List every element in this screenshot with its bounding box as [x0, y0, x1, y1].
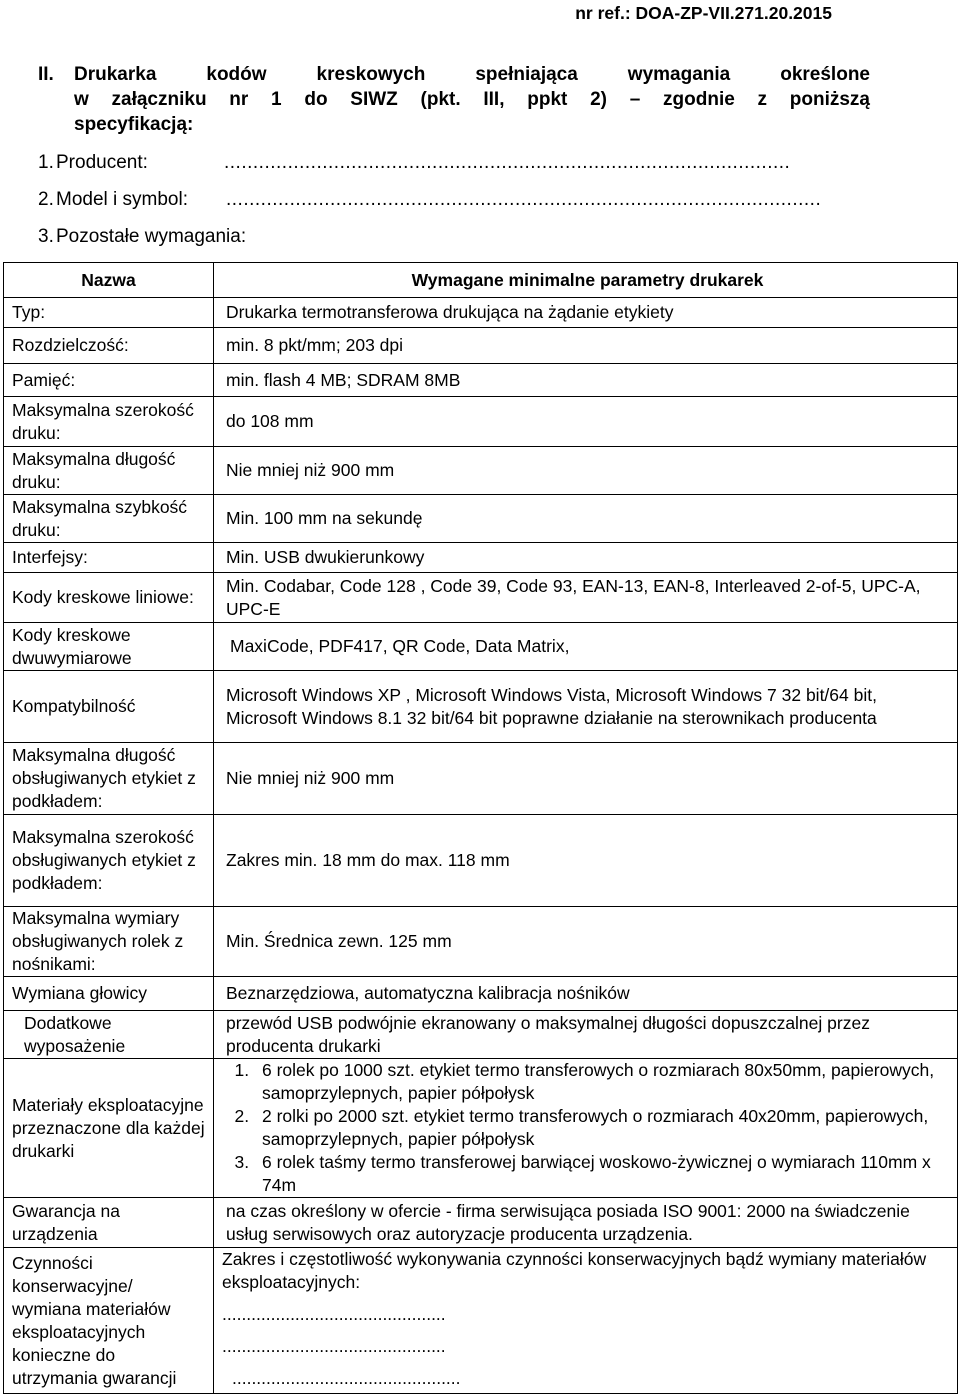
table-row: Typ: Drukarka termotransferowa drukująca na żądanie etykiety — [4, 298, 958, 328]
table-row: Rozdzielczość: min. 8 pkt/mm; 203 dpi — [4, 328, 958, 364]
section-title-line-1: Drukarka kodów kreskowych spełniająca wymagania określone — [74, 64, 870, 85]
maintenance-blank-2[interactable]: .............................................. — [222, 1336, 446, 1356]
consumables-list — [216, 1059, 949, 1197]
table-header-row — [4, 263, 958, 298]
table-row: Kompatybilność Microsoft Windows XP , Microsoft Windows Vista, Microsoft Windows 7 32 bit/64 bit, Microsoft Windows 8.1 32 bit/64 bit poprawne działanie na sterownikach producenta — [4, 671, 958, 743]
field-other-requirements: 3. Pozostałe wymagania: — [38, 226, 247, 247]
maintenance-blank-3[interactable]: ............................................... — [232, 1368, 461, 1388]
field-model-blank[interactable]: ....................................................................................................... — [226, 189, 822, 210]
header-name: Nazwa — [4, 263, 214, 298]
spec-table — [3, 262, 958, 1394]
section-heading — [38, 62, 870, 137]
table-row: Maksymalna wymiary obsługiwanych rolek z nośnikami: Min. Średnica zewn. 125 mm — [4, 907, 958, 977]
table-row: Maksymalna szerokość obsługiwanych etykiet z podkładem: Zakres min. 18 mm do max. 118 mm — [4, 815, 958, 907]
field-producer-blank[interactable]: .................................................................................................. — [224, 152, 791, 173]
maintenance-blank-1[interactable]: .............................................. — [222, 1304, 446, 1324]
maintenance-text: Zakres i częstotliwość wykonywania czynności konserwacyjnych bądź wymiany materiałów eksploatacyjnych: — [222, 1249, 927, 1292]
field-other-label: Pozostałe wymagania: — [56, 226, 247, 247]
table-row: Maksymalna szerokość druku: do 108 mm — [4, 397, 958, 447]
table-row: Pamięć: min. flash 4 MB; SDRAM 8MB — [4, 364, 958, 397]
section-title-line-2: w załączniku nr 1 do SIWZ (pkt. III, ppkt 2) – zgodnie z poniższą — [74, 89, 870, 110]
reference-number: nr ref.: DOA-ZP-VII.271.20.2015 — [575, 3, 832, 23]
table-row: Wymiana głowicy Beznarzędziowa, automatyczna kalibracja nośników — [4, 977, 958, 1011]
table-row: Interfejsy: Min. USB dwukierunkowy — [4, 543, 958, 573]
table-row: Maksymalna długość druku: Nie mniej niż 900 mm — [4, 447, 958, 495]
table-row: Gwarancja na urządzenia na czas określony w ofercie - firma serwisująca posiada ISO 9001: 2000 na świadczenie usług serwisowych oraz autoryzacje producenta urządzenia. — [4, 1198, 958, 1248]
field-model-label: Model i symbol: — [56, 189, 188, 210]
table-row: Maksymalna długość obsługiwanych etykiet z podkładem: Nie mniej niż 900 mm — [4, 743, 958, 815]
fields-list — [38, 150, 928, 261]
field-producer: 1. Producent: .................................................................................................. — [38, 150, 928, 175]
table-row: Kody kreskowe liniowe: Min. Codabar, Code 128 , Code 39, Code 93, EAN-13, EAN-8, Interleaved 2-of-5, UPC-A, UPC-E — [4, 573, 958, 623]
table-row: Materiały eksploatacyjne przeznaczone dla każdej drukarki 1. 6 rolek po 1000 szt. etykiet termo transferowych o rozmiarach 80x50mm, papierowych, samoprzylepnych, papier półpołysk 2. 2 rolki po 2000 szt. etykiet termo transferowych o rozmiarach 40x20mm, papierowych, samoprzylepnych, papier półpołysk 3. 6 rolek taśmy termo transferowej barwiącej woskowo-żywicznej o wymiarach 110mm x 74m — [4, 1059, 958, 1198]
section-number: II. — [38, 64, 54, 85]
field-model: 2. Model i symbol: ....................................................................................................... — [38, 187, 928, 212]
list-item: 3. 6 rolek taśmy termo transferowej barwiącej woskowo-żywicznej o wymiarach 110mm x 74m — [254, 1151, 949, 1197]
table-row: Maksymalna szybkość druku: Min. 100 mm na sekundę — [4, 495, 958, 543]
table-row: Czynności konserwacyjne/ wymiana materiałów eksploatacyjnych konieczne do utrzymania gwarancji Zakres i częstotliwość wykonywania czynności konserwacyjnych bądź wymiany materiałów eksploatacyjnych: .............................................. .............................................. ............................................... — [4, 1248, 958, 1394]
list-item: 2. 2 rolki po 2000 szt. etykiet termo transferowych o rozmiarach 40x20mm, papierowych, samoprzylepnych, papier półpołysk — [254, 1105, 949, 1151]
section-title-line-3: specyfikacją: — [74, 114, 194, 135]
table-row: Kody kreskowe dwuwymiarowe MaxiCode, PDF417, QR Code, Data Matrix, — [4, 623, 958, 671]
table-row: Dodatkowe wyposażenie przewód USB podwójnie ekranowany o maksymalnej długości dopuszczalnej przez producenta drukarki — [4, 1011, 958, 1059]
header-params: Wymagane minimalne parametry drukarek — [214, 263, 958, 298]
list-item: 1. 6 rolek po 1000 szt. etykiet termo transferowych o rozmiarach 80x50mm, papierowych, samoprzylepnych, papier półpołysk — [254, 1059, 949, 1105]
field-producer-label: Producent: — [56, 152, 148, 173]
